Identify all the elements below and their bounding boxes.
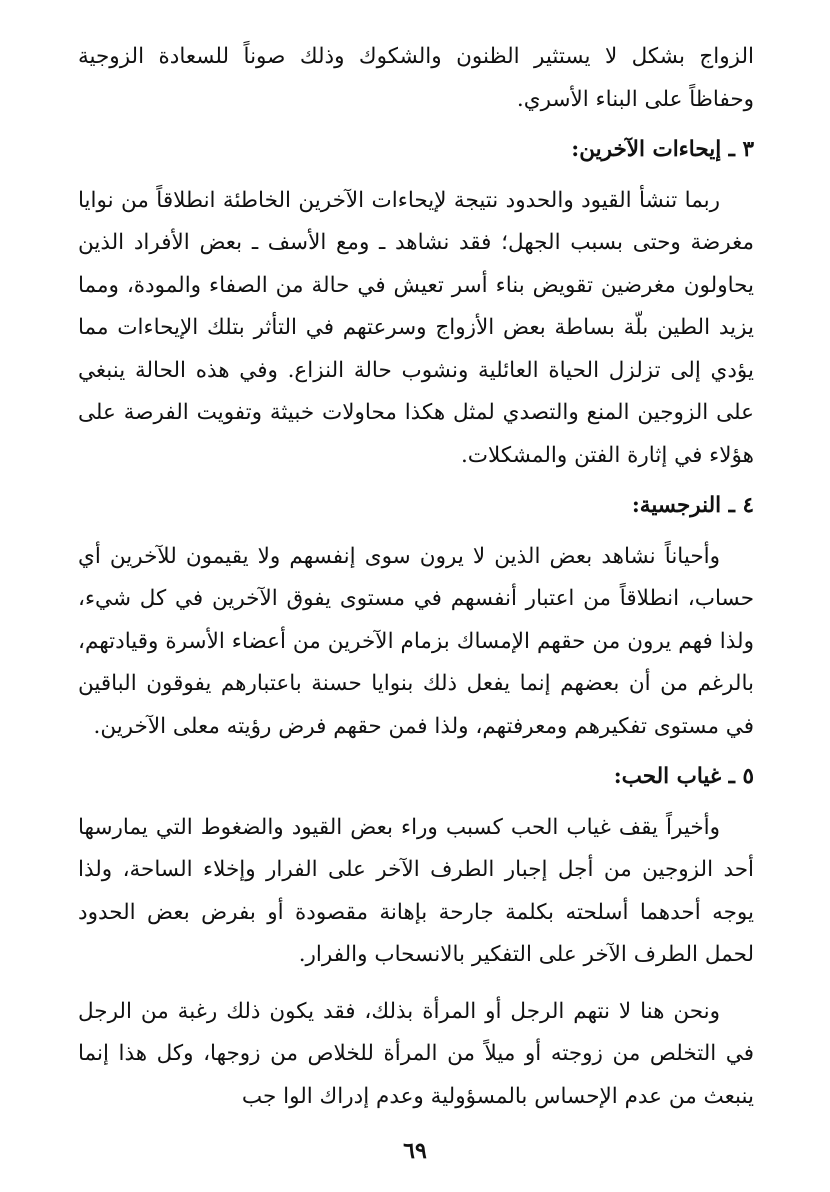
section-paragraph-narcissism: وأحياناً نشاهد بعض الذين لا يرون سوى إنفسهم ولا يقيمون للآخرين أي حساب، انطلاقاً من اعتبار أنفسهم في مستوى يفوق الآخرين في كل شيء، ولذا فهم يرون من حقهم الإمساك بزمام الآخرين من أعضاء الأسرة وقيادتهم، بالرغم من أن بعضهم إنما يفعل ذلك بنوايا حسنة باعتبارهم يفوقون الباقين في مستوى تفكيرهم ومعرفتهم، ولذا فمن حقهم فرض رؤيته معلى الآخرين.	[78, 543, 754, 739]
section-heading-suggestions: ٣ ـ إيحاءات الآخرين:	[571, 137, 754, 162]
section-paragraph-closing: ونحن هنا لا نتهم الرجل أو المرأة بذلك، فقد يكون ذلك رغبة من الرجل في التخلص من زوجته أو ميلاً من المرأة للخلاص من زوجها، وكل هذا إنما ينبعث من عدم الإحساس بالمسؤولية وعدم إدراك الوا جب	[78, 998, 754, 1109]
section-paragraph-absence-of-love: وأخيراً يقف غياب الحب كسبب وراء بعض القيود والضغوط التي يمارسها أحد الزوجين من أجل إجبار الطرف الآخر على الفرار وإخلاء الساحة، ولذا يوجه أحدهما أسلحته بكلمة جارحة بإهانة مقصودة أو بفرض بعض الحدود لحمل الطرف الآخر على التفكير بالانسحاب والفرار.	[78, 814, 754, 967]
page-text	[78, 36, 754, 1118]
intro-paragraph: الزواج بشكل لا يستثير الظنون والشكوك وذلك صوناً للسعادة الزوجية وحفاظاً على البناء الأسري.	[78, 44, 754, 112]
page-number: ٦٩	[403, 1138, 427, 1164]
section-paragraph-suggestions: ربما تنشأ القيود والحدود نتيجة لإيحاءات الآخرين الخاطئة انطلاقاً من نوايا مغرضة وحتى بسبب الجهل؛ فقد نشاهد ـ ومع الأسف ـ بعض الأفراد الذين يحاولون مغرضين تقويض بناء أسر تعيش في حالة من الصفاء والمودة، ومما يزيد الطين بلّة بساطة بعض الأزواج وسرعتهم في التأثر بتلك الإيحاءات مما يؤدي إلى تزلزل الحياة العائلية ونشوب حالة النزاع. وفي هذه الحالة ينبغي على الزوجين المنع والتصدي لمثل هكذا محاولات خبيثة وتفويت الفرصة على هؤلاء في إثارة الفتن والمشكلات.	[78, 187, 754, 468]
section-heading-absence-of-love: ٥ ـ غياب الحب:	[613, 764, 754, 789]
section-heading-narcissism: ٤ ـ النرجسية:	[631, 493, 754, 518]
